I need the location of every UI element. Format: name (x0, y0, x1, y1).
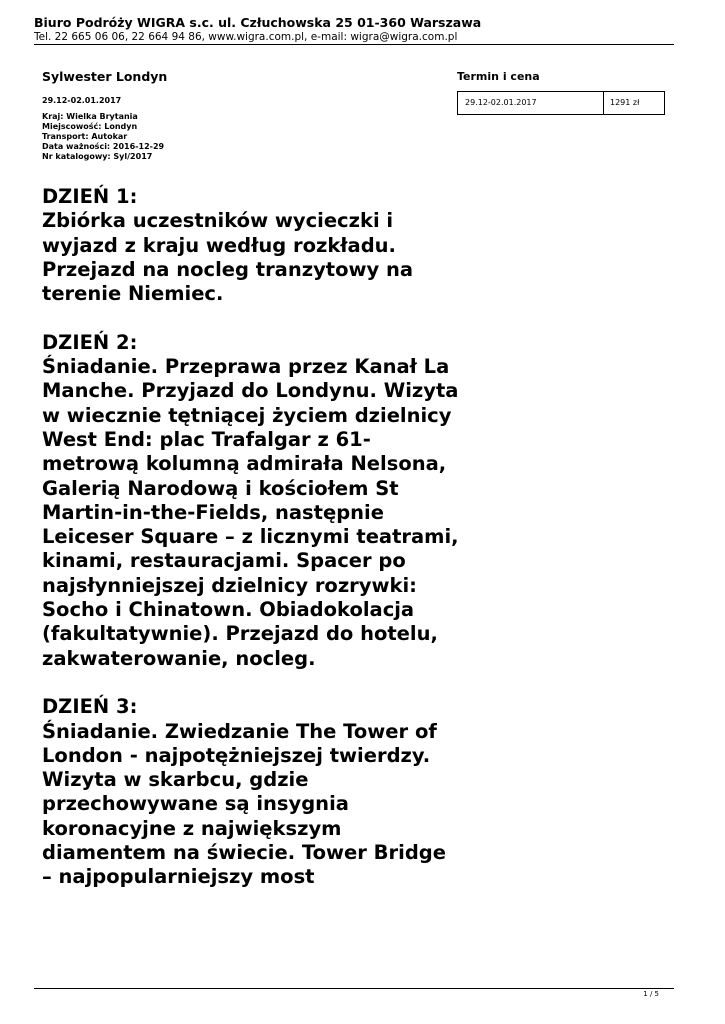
day-description: Śniadanie. Przeprawa przez Kanał La Manche. Przyjazd do Londynu. Wizyta w wiecznie tętniącej życiem dzielnicy West End: plac Trafalgar z 61- metrową kolumną admirała Nelsona, Galerią Narodową i kościołem St Martin-in-the-Fields, następnie Leiceser Square – z licznymi teatrami, kinami, restauracjami. Spacer po najsłynniejszej dzielnicy rozrywki: Socho i Chinatown. Obiadokolacja (fakultatywnie). Przejazd do hotelu, zakwaterowanie, nocleg. (42, 355, 459, 670)
company-contact: Tel. 22 665 06 06, 22 664 94 86, www.wigra.com.pl, e-mail: wigra@wigra.com.pl (34, 31, 458, 43)
meta-catalog-number: Nr katalogowy: Syl/2017 (42, 152, 153, 161)
term-price-title: Termin i cena (457, 70, 540, 83)
itinerary-day (42, 331, 462, 671)
day-description: Zbiórka uczestników wycieczki i wyjazd z kraju według rozkładu. Przejazd na nocleg tranzytowy na terenie Niemiec. (42, 209, 414, 306)
company-name: Biuro Podróży WIGRA s.c. ul. Człuchowska 25 01-360 Warszawa (34, 15, 482, 30)
itinerary (42, 185, 462, 914)
day-label: DZIEŃ 3: (42, 695, 138, 719)
document-header (34, 15, 674, 44)
day-label: DZIEŃ 2: (42, 330, 138, 354)
meta-valid-date: Data ważności: 2016-12-29 (42, 142, 165, 151)
trip-dates: 29.12-02.01.2017 (42, 96, 122, 105)
term-date-cell: 29.12-02.01.2017 (458, 92, 604, 114)
meta-transport: Transport: Autokar (42, 132, 128, 141)
footer-divider (34, 988, 674, 989)
itinerary-day (42, 185, 462, 306)
meta-country: Kraj: Wielka Brytania (42, 112, 138, 121)
day-description: Śniadanie. Zwiedzanie The Tower of London - najpotężniejszej twierdzy. Wizyta w skarbcu, gdzie przechowywane są insygnia koronacyjne z największym diamentem na świecie. Tower Bridge – najpopularniejszy most (42, 719, 446, 889)
term-price-table (457, 91, 665, 115)
trip-title: Sylwester Londyn (42, 69, 168, 84)
page-number: 1 / 5 (643, 990, 659, 998)
itinerary-day (42, 695, 462, 889)
header-divider (34, 44, 674, 45)
term-price-cell: 1291 zł (610, 98, 640, 107)
meta-city: Miejscowość: Londyn (42, 122, 138, 131)
trip-meta (42, 112, 164, 162)
day-label: DZIEŃ 1: (42, 185, 138, 208)
